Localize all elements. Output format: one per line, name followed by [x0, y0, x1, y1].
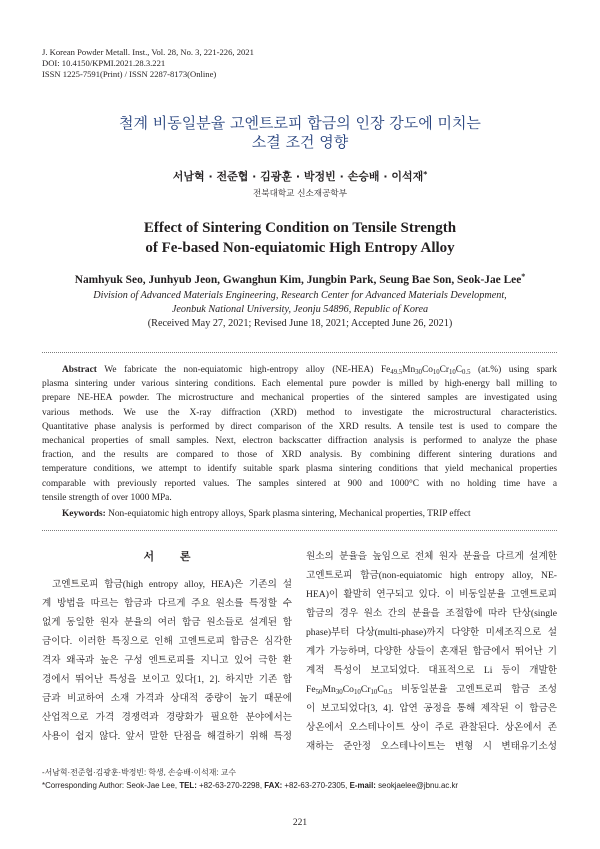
abstract-line: comparable with previously reported values. The samples sintered at 900 and 1000°C with no holding time have a	[42, 478, 557, 489]
formula-element: Co	[421, 365, 433, 375]
formula-element: Fe	[380, 365, 391, 375]
formula-element: Cr	[439, 365, 450, 375]
abstract-line: plasma sintering under various sintering conditions. Each elemental pure powder is milled by high-energy ball milling to	[42, 379, 557, 390]
formula-subscript: 30	[335, 688, 343, 696]
english-title-line: of Fe-based Non-equiatomic High Entropy Alloy	[145, 239, 455, 256]
tel-number: +82-63-270-2298,	[199, 781, 263, 790]
abstract-line	[42, 363, 557, 377]
corresponding-label: *Corresponding Author:	[42, 781, 125, 790]
english-author-names: Namhyuk Seo, Junhyub Jeon, Gwanghun Kim, Jungbin Park, Seung Bae Son, Seok-Jae Lee	[74, 274, 522, 286]
footnotes	[42, 766, 557, 792]
fax-label: FAX:	[264, 781, 283, 790]
formula-subscript: 0.5	[383, 688, 393, 696]
formula-subscript: 10	[353, 688, 361, 696]
body-line: 격자 왜곡과 높은 구성 엔트로피를 지니고 있어 극한 환	[42, 655, 292, 666]
corresponding-name: Seok-Jae Lee,	[126, 781, 178, 790]
korean-title-line: 소결 조건 영향	[251, 133, 349, 151]
dotted-divider	[42, 352, 557, 353]
body-line: 원소의 분율을 높임으로 전체 원자 분율을 다르게 설계한	[306, 551, 557, 562]
body-line: 이 보고되었다[3, 4]. 압연 공정을 통해 제작된 이 합금은	[306, 703, 557, 714]
email-label: E-mail:	[349, 781, 376, 790]
keywords-text: Non-equiatomic high entropy alloys, Spark plasma sintering, Mechanical properties, TRIP effect	[108, 509, 471, 519]
formula-subscript: 10	[432, 368, 440, 376]
issn: ISSN 1225-7591(Print) / ISSN 2287-8173(Online)	[42, 69, 217, 79]
keywords-label: Keywords:	[62, 509, 106, 519]
fax-number: +82-63-270-2305,	[284, 781, 348, 790]
english-title-line: Effect of Sintering Condition on Tensile Strength	[143, 220, 457, 236]
formula-subscript: 50	[315, 688, 323, 696]
email-address[interactable]: seokjaelee@jbnu.ac.kr	[378, 781, 459, 790]
body-line: 계적 특성이 보고되었다. 대표적으로 Li 등이 개발한	[306, 665, 557, 676]
abstract-line: various methods. We use the X-ray diffraction (XRD) method to investigate the microstructural characteristics.	[42, 407, 557, 418]
body-line: 상온에서 오스테나이트 상이 주로 관찰된다. 상온에서 존	[306, 722, 557, 733]
keywords	[42, 507, 557, 521]
body-line: HEA)이 활발히 연구되고 있다. 이 비동일분율 고엔트로피	[306, 589, 557, 600]
formula-element: Co	[342, 684, 354, 695]
formula-element: Fe	[306, 684, 316, 695]
alloy-formula	[381, 365, 471, 375]
body-line: 산업적으로 가격 경쟁력과 경량화가 필요한 분야에서는	[42, 712, 292, 723]
body-line: 재하는 준안정 오스테나이트는 변형 시 변태유기소성	[306, 741, 557, 752]
abstract-label: Abstract	[62, 365, 97, 375]
body-line: 합금의 경우 원소 간의 분율을 조절함에 따라 단상(single	[306, 608, 557, 619]
formula-subscript: 49.5	[390, 368, 403, 376]
body-column-left	[42, 575, 292, 746]
corresponding-author-note	[42, 779, 557, 792]
body-line: 사용이 쉽지 않다. 앞서 말한 단점을 해결하기 위해 특정	[42, 731, 292, 742]
english-affiliation	[0, 289, 600, 331]
corresponding-mark: *	[521, 272, 526, 282]
body-column-right	[306, 547, 557, 756]
formula-subscript: 0.5	[462, 368, 471, 376]
formula-element: C	[377, 684, 384, 695]
abstract	[42, 363, 557, 505]
tel-label: TEL:	[179, 781, 197, 790]
body-line: 계 방법을 따르는 합금과 다르게 주요 원소를 특정할 수	[42, 598, 292, 609]
corresponding-mark: *	[423, 169, 428, 179]
body-line: 없게 동일한 원자 분율의 여러 합금 원소들로 설계된 합	[42, 617, 292, 628]
body-line	[306, 680, 557, 699]
page-number: 221	[292, 818, 308, 828]
body-line: 금과 비교하여 소재 가격과 상대적 중량이 높기 때문에	[42, 693, 292, 704]
doi: DOI: 10.4150/KPMI.2021.28.3.221	[42, 58, 166, 68]
body-text: 비동일분율 고엔트로피 합금 조성	[401, 684, 557, 695]
body-line: 고엔트로피 합금(non-equiatomic high entropy alloy, NE-	[306, 570, 557, 581]
abstract-line: prepare NE-HEA powder. The microstructure and mechanical properties of the sintered samples are investigated using	[42, 393, 557, 404]
abstract-line: tensile strength of over 1000 MPa.	[42, 492, 172, 503]
body-line: 금이다. 이러한 특징으로 인해 고엔트로피 합금은 심각한	[42, 636, 292, 647]
korean-title-line: 철계 비동일분율 고엔트로피 합금의 인장 강도에 미치는	[119, 114, 481, 132]
english-authors	[0, 273, 600, 288]
formula-element: Cr	[360, 684, 371, 695]
formula-subscript: 10	[449, 368, 456, 376]
korean-author-names: 서남혁 · 전준협 · 김광훈 · 박정빈 · 손승배 · 이석재	[172, 170, 424, 183]
formula-subscript: 10	[370, 688, 378, 696]
abstract-line: Quantitative phase analysis is performed by direct comparison of the XRD results. A tensile test is used to compare the	[42, 421, 557, 432]
alloy-formula	[306, 684, 392, 695]
body-line: 경에서 뛰어난 특성을 보이고 있다[1, 2]. 하지만 기존 합	[42, 674, 292, 685]
formula-element: C	[455, 365, 463, 375]
author-roles-note: -서남혁·전준협·김광훈·박정빈: 학생, 손승배·이석재: 교수	[42, 768, 236, 777]
journal-header	[42, 47, 254, 80]
body-line: phase)부터 다상(multi-phase)까지 다양한 미세조직으로 설	[306, 627, 557, 638]
formula-element: Mn	[322, 684, 336, 695]
dotted-divider	[42, 530, 557, 531]
abstract-line: fraction, and the results are compared to those of XRD analysis. By combining different sintering durations and	[42, 450, 557, 461]
abstract-line: temperature conditions, we attempt to identify suitable spark plasma sintering conditions that yield mechanical properties	[42, 464, 557, 475]
journal-citation: J. Korean Powder Metall. Inst., Vol. 28, No. 3, 221-226, 2021	[42, 47, 254, 57]
submission-history: (Received May 27, 2021; Revised June 18, 2021; Accepted June 26, 2021)	[147, 318, 453, 329]
section-heading: 서 론	[143, 550, 191, 563]
body-line: 계가 가능하며, 다양한 상들이 혼재된 합금에서 뛰어난 기	[306, 646, 557, 657]
formula-subscript: 30	[415, 368, 422, 376]
affiliation-line: Division of Advanced Materials Engineering, Research Center for Advanced Materials Development,	[93, 290, 507, 301]
abstract-text: (at.%) using spark	[478, 365, 557, 375]
abstract-text: We fabricate the non-equiatomic high-entropy alloy (NE-HEA)	[104, 365, 374, 375]
formula-element: Mn	[402, 365, 416, 375]
korean-authors	[0, 169, 600, 185]
korean-affiliation: 전북대학교 신소재공학부	[252, 189, 348, 199]
affiliation-line: Jeonbuk National University, Jeonju 54896, Republic of Korea	[171, 304, 429, 315]
korean-title	[0, 114, 600, 152]
abstract-line: mechanical properties of small samples. Next, electron backscatter diffraction analysis is performed to analyze the phase	[42, 436, 557, 447]
english-title	[0, 219, 600, 258]
body-line: 고엔트로피 합금(high entropy alloy, HEA)은 기존의 설	[52, 579, 292, 590]
